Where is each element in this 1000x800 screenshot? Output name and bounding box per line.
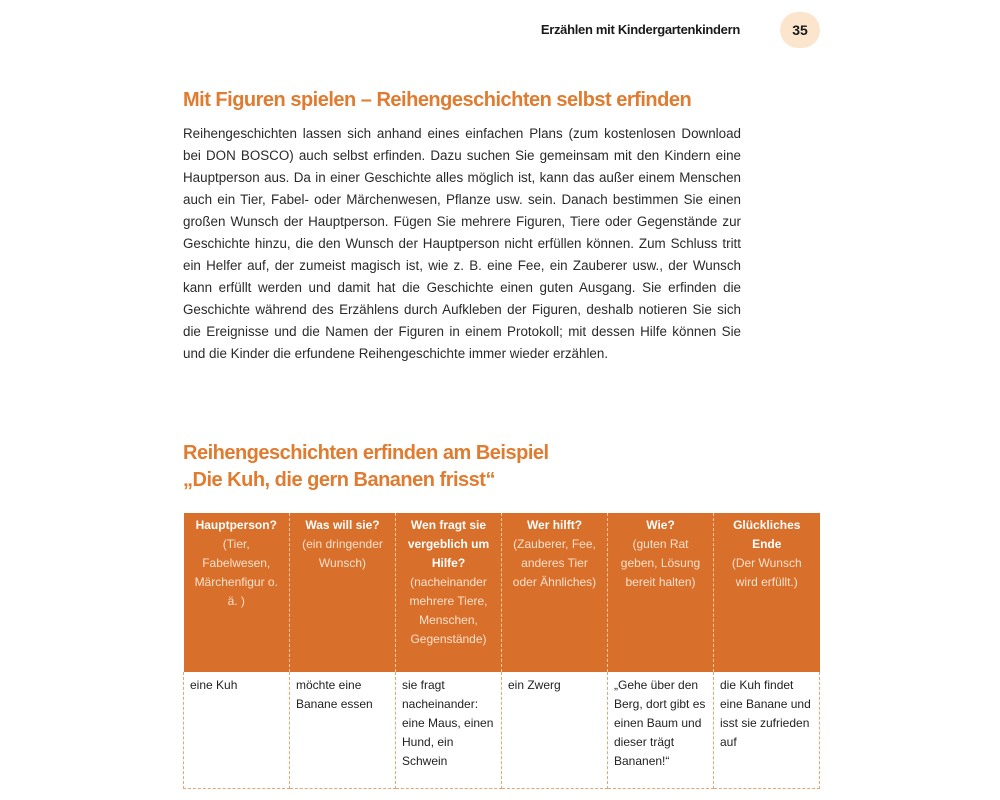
column-header-happy-ending [714, 513, 820, 672]
column-title: Hauptperson? [195, 518, 277, 532]
column-header-main-character [184, 513, 290, 672]
column-note: (Der Wunsch wird erfüllt.) [731, 556, 802, 589]
page-number-badge: 35 [780, 12, 820, 48]
column-header-how [608, 513, 714, 672]
table-cell: eine Kuh [184, 672, 290, 789]
column-title: Was will sie? [305, 518, 380, 532]
running-title: Erzählen mit Kindergartenkindern [540, 22, 740, 37]
column-title: Wen fragt sie vergeblich um Hilfe? [407, 518, 490, 570]
story-planning-table [183, 513, 820, 789]
section-title-example-line2: „Die Kuh, die gern Bananen frisst“ [183, 469, 495, 491]
table-row [184, 672, 820, 789]
column-header-wish [290, 513, 396, 672]
column-note: (nacheinander mehrere Tiere, Menschen, Gegenstände) [409, 575, 488, 646]
column-title: Glückliches Ende [733, 518, 801, 551]
table-cell: die Kuh findet eine Banane und isst sie zufrieden auf [714, 672, 820, 789]
column-header-asked-in-vain [396, 513, 502, 672]
body-paragraph: Reihengeschichten lassen sich anhand eines einfachen Plans (zum kostenlosen Download bei DON BOSCO) auch selbst erfinden. Dazu suchen Sie gemeinsam mit den Kindern eine Hauptperson aus. Da in einer Geschichte alles möglich ist, kann das außer einem Menschen auch ein Tier, Fabel- oder Märchenwesen, Pflanze usw. sein. Danach bestimmen Sie einen großen Wunsch der Hauptperson. Fügen Sie mehrere Figuren, Tiere oder Gegenstände zur Geschichte hinzu, die den Wunsch der Hauptperson nicht erfüllen können. Zum Schluss tritt ein Helfer auf, der zumeist magisch ist, wie z. B. eine Fee, ein Zauberer usw., der Wunsch kann erfüllt werden und damit hat die Geschichte einen guten Ausgang. Sie erfinden die Geschichte während des Erzählens durch Aufkleben der Figuren, deshalb notieren Sie sich die Ereignisse und die Namen der Figuren in einem Protokoll; mit dessen Hilfe können Sie und die Kinder die erfundene Reihengeschichte immer wieder erzählen. [183, 126, 741, 361]
column-note: (ein dringender Wunsch) [302, 537, 383, 570]
section-title-figures: Mit Figuren spielen – Reihengeschichten selbst erfinden [183, 89, 692, 111]
table-cell: möchte eine Banane essen [290, 672, 396, 789]
column-note: (Zauberer, Fee, anderes Tier oder Ähnliches) [512, 537, 597, 589]
column-note: (Tier, Fabelwesen, Märchenfigur o. ä. ) [194, 537, 278, 608]
table-cell: sie fragt nacheinander: eine Maus, einen Hund, ein Schwein [396, 672, 502, 789]
table-cell: ein Zwerg [502, 672, 608, 789]
column-title: Wer hilft? [526, 518, 583, 532]
column-title: Wie? [646, 518, 675, 532]
table-header-row [184, 513, 820, 672]
table-cell: „Gehe über den Berg, dort gibt es einen Baum und dieser trägt Bananen!“ [608, 672, 714, 789]
column-header-helper [502, 513, 608, 672]
section-title-example [183, 440, 549, 494]
column-note: (guten Rat geben, Lösung bereit halten) [620, 537, 701, 589]
section-title-example-line1: Reihengeschichten erfinden am Beispiel [183, 442, 549, 464]
